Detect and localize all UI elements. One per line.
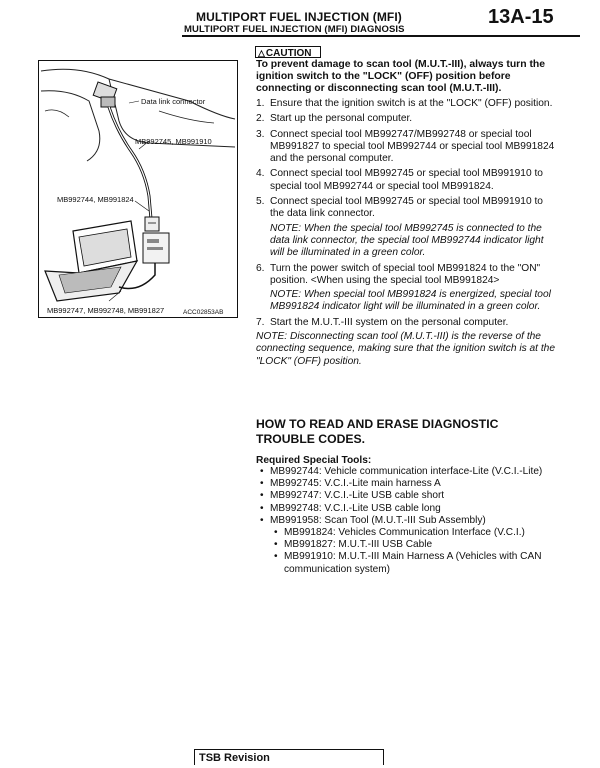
connection-diagram bbox=[38, 60, 238, 318]
step-5 bbox=[256, 196, 556, 221]
subtool-text: MB991824: Vehicles Communication Interface (V.C.I.) bbox=[284, 527, 525, 539]
figure-label-dlc: Data link connector bbox=[141, 97, 206, 106]
subtool-item bbox=[256, 551, 556, 575]
step-4 bbox=[256, 168, 556, 193]
tool-item bbox=[256, 515, 556, 527]
step-number: 3. bbox=[256, 128, 265, 140]
step-number: 6. bbox=[256, 262, 265, 274]
tool-text: MB992747: V.C.I.-Lite USB cable short bbox=[270, 490, 445, 502]
page-number: 13A-15 bbox=[488, 6, 554, 28]
step-text: Start the M.U.T.-III system on the personal computer. bbox=[270, 316, 509, 328]
figure-label-vci: MB992744, MB991824 bbox=[57, 195, 134, 204]
tool-text: MB992744: Vehicle communication interface-Lite (V.C.I.-Lite) bbox=[270, 466, 543, 477]
bullet-icon: • bbox=[260, 502, 264, 514]
required-tools-list bbox=[256, 466, 556, 576]
warning-triangle-icon: △ bbox=[258, 48, 265, 58]
bullet-icon: • bbox=[260, 514, 264, 526]
bullet-icon: • bbox=[260, 478, 264, 490]
step-3 bbox=[256, 129, 556, 166]
subtool-item bbox=[256, 527, 556, 539]
step-text: Start up the personal computer. bbox=[270, 113, 413, 125]
tsb-revision-box: TSB Revision bbox=[194, 749, 384, 765]
procedure-steps bbox=[256, 98, 556, 371]
tool-item bbox=[256, 490, 556, 502]
bullet-icon: • bbox=[260, 490, 264, 502]
step-number: 1. bbox=[256, 98, 265, 109]
bullet-icon: • bbox=[274, 551, 278, 563]
subtool-item bbox=[256, 539, 556, 551]
step-text: Connect special tool MB992745 or special tool MB991910 to the data link connector. bbox=[270, 196, 543, 220]
step-2 bbox=[256, 113, 556, 125]
required-tools-label: Required Special Tools: bbox=[256, 455, 372, 466]
step-text: Connect special tool MB992745 or special tool MB991910 to special tool MB992744 or special tool MB991824. bbox=[270, 168, 543, 192]
figure-label-usb: MB992747, MB992748, MB991827 bbox=[47, 306, 165, 315]
caution-text: To prevent damage to scan tool (M.U.T.-III), always turn the ignition switch to the "LOCK" (OFF) position before connecting or disconnecting scan tool (M.U.T.-III). bbox=[256, 59, 546, 95]
tool-item bbox=[256, 478, 556, 490]
note-step-7: NOTE: Disconnecting scan tool (M.U.T.-III) is the reverse of the connecting sequence, making sure that the ignition switch is at the "LOCK" (OFF) position. bbox=[256, 331, 556, 367]
note-step-5: NOTE: When the special tool MB992745 is connected to the data link connector, the special tool MB992744 indicator light will be illuminated in a green color. bbox=[270, 222, 544, 259]
step-text: Turn the power switch of special tool MB991824 to the "ON" position. <When using the special tool MB991824> bbox=[270, 262, 541, 286]
caution-label-text: CAUTION bbox=[265, 48, 312, 59]
bullet-icon: • bbox=[274, 527, 278, 539]
tool-item bbox=[256, 503, 556, 515]
subtool-text: MB991910: M.U.T.-III Main Harness A (Vehicles with CAN communication system) bbox=[284, 551, 542, 575]
note-step-6: NOTE: When special tool MB991824 is energized, special tool MB991824 indicator light will be illuminated in a green color. bbox=[270, 289, 551, 313]
step-number: 7. bbox=[256, 316, 265, 328]
tool-text: MB991958: Scan Tool (M.U.T.-III Sub Assembly) bbox=[270, 514, 486, 526]
step-7 bbox=[256, 317, 556, 329]
step-text: Ensure that the ignition switch is at the "LOCK" (OFF) position. bbox=[270, 98, 553, 109]
section-heading: HOW TO READ AND ERASE DIAGNOSTIC TROUBLE CODES. bbox=[256, 417, 499, 446]
subtool-text: MB991827: M.U.T.-III USB Cable bbox=[284, 539, 433, 551]
step-6 bbox=[256, 263, 556, 288]
tool-text: MB992745: V.C.I.-Lite main harness A bbox=[270, 478, 441, 490]
tool-text: MB992748: V.C.I.-Lite USB cable long bbox=[270, 502, 441, 514]
step-text: Connect special tool MB992747/MB992748 or special tool MB991827 to special tool MB992744 or special tool MB991824 and the personal computer. bbox=[270, 128, 555, 165]
figure-label-harness: MB992745, MB991910 bbox=[135, 137, 212, 146]
manual-subsection-title: MULTIPORT FUEL INJECTION (MFI) DIAGNOSIS bbox=[184, 24, 405, 35]
figure-code: ACC02853AB bbox=[183, 309, 224, 316]
step-number: 5. bbox=[256, 196, 265, 208]
manual-section-title: MULTIPORT FUEL INJECTION (MFI) bbox=[196, 10, 402, 24]
connection-diagram-illustration bbox=[39, 61, 237, 317]
bullet-icon: • bbox=[274, 539, 278, 551]
step-number: 4. bbox=[256, 168, 265, 180]
caution-label bbox=[255, 46, 321, 58]
bullet-icon: • bbox=[260, 466, 264, 477]
step-1 bbox=[256, 98, 556, 110]
step-number: 2. bbox=[256, 113, 265, 125]
header-rule bbox=[182, 35, 580, 37]
tool-item bbox=[256, 466, 556, 478]
